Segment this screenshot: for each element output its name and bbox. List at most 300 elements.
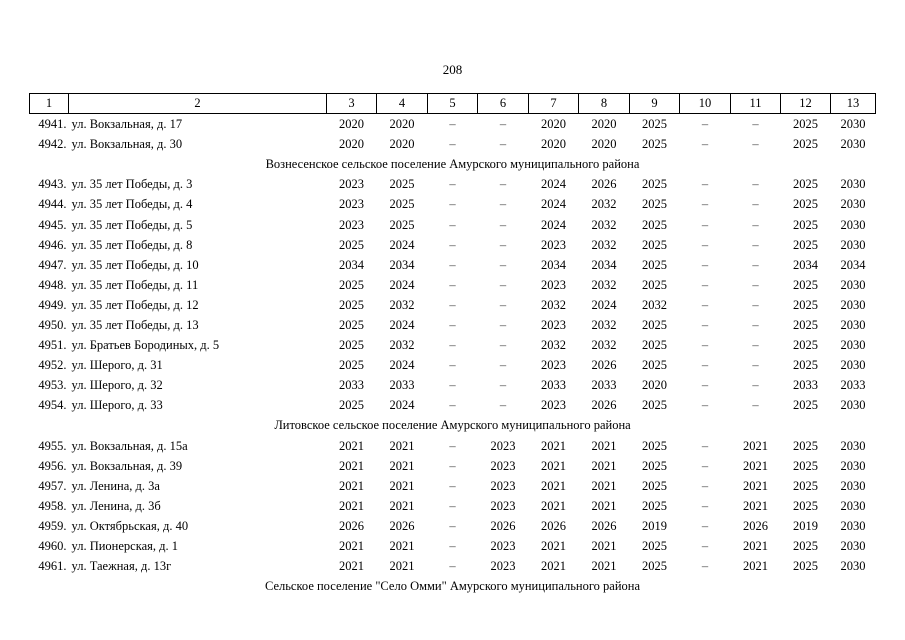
year-cell: 2020 [541, 137, 566, 152]
row-number: 4952. [38, 358, 67, 373]
address-cell: ул. Октябрьская, д. 40 [71, 518, 189, 533]
table-row [30, 174, 876, 194]
year-cell: 2024 [389, 237, 415, 252]
section-heading: Литовское сельское поселение Амурского муниципального района [274, 418, 631, 433]
year-cell: 2020 [591, 117, 617, 132]
year-cell: 2025 [793, 438, 818, 453]
year-cell: 2023 [541, 317, 566, 332]
table-row [30, 476, 876, 496]
year-cell: 2026 [743, 518, 768, 533]
year-cell: 2025 [793, 237, 818, 252]
address-cell: ул. Вокзальная, д. 17 [71, 117, 183, 132]
year-cell: – [701, 117, 709, 132]
year-cell: 2025 [389, 197, 415, 212]
header-cell: 3 [327, 94, 377, 114]
year-cell: 2021 [591, 559, 617, 574]
address-cell: ул. Шерого, д. 32 [71, 378, 163, 393]
year-cell: 2021 [591, 438, 617, 453]
year-cell: – [449, 358, 456, 373]
year-cell: 2025 [642, 478, 667, 493]
year-cell: 2024 [541, 197, 566, 212]
year-cell: 2025 [793, 338, 818, 353]
year-cell: 2023 [490, 438, 516, 453]
year-cell: 2032 [591, 277, 617, 292]
row-number: 4960. [38, 539, 67, 554]
year-cell: – [499, 257, 507, 272]
table-row [30, 456, 876, 476]
year-cell: 2025 [339, 277, 364, 292]
year-cell: 2025 [389, 217, 415, 232]
year-cell: – [701, 297, 709, 312]
header-cell: 5 [428, 94, 478, 114]
table-row [30, 375, 876, 395]
year-cell: 2026 [389, 518, 415, 533]
year-cell: – [701, 177, 709, 192]
year-cell: – [752, 358, 759, 373]
header-cell: 4 [377, 94, 428, 114]
year-cell: – [499, 398, 507, 413]
row-number: 4958. [38, 498, 67, 513]
year-cell: – [499, 317, 507, 332]
year-cell: 2021 [541, 559, 566, 574]
year-cell: 2030 [840, 237, 866, 252]
year-cell: 2026 [490, 518, 516, 533]
year-cell: 2034 [591, 257, 617, 272]
year-cell: 2023 [490, 498, 516, 513]
address-cell: ул. 35 лет Победы, д. 12 [71, 297, 199, 312]
row-number: 4951. [38, 338, 67, 353]
header-cell: 1 [30, 94, 69, 114]
year-cell: 2025 [793, 358, 818, 373]
year-cell: 2023 [490, 539, 516, 554]
table-row [30, 255, 876, 275]
year-cell: 2030 [840, 338, 866, 353]
year-cell: – [752, 117, 759, 132]
year-cell: 2030 [840, 177, 866, 192]
year-cell: 2024 [591, 297, 617, 312]
header-cell: 10 [680, 94, 731, 114]
year-cell: 2023 [541, 237, 566, 252]
year-cell: – [701, 338, 709, 353]
year-cell: – [701, 237, 709, 252]
year-cell: – [701, 458, 709, 473]
year-cell: 2021 [743, 458, 768, 473]
year-cell: 2026 [591, 518, 617, 533]
header-cell: 2 [69, 94, 327, 114]
year-cell: 2021 [541, 458, 566, 473]
table-row [30, 436, 876, 456]
table-row [30, 235, 876, 255]
year-cell: – [449, 117, 456, 132]
year-cell: – [499, 137, 507, 152]
row-number: 4954. [38, 398, 67, 413]
year-cell: 2025 [642, 498, 667, 513]
year-cell: 2030 [840, 358, 866, 373]
year-cell: – [499, 117, 507, 132]
year-cell: – [701, 277, 709, 292]
year-cell: 2025 [793, 317, 818, 332]
year-cell: 2025 [793, 277, 818, 292]
year-cell: – [701, 317, 709, 332]
year-cell: 2021 [389, 438, 415, 453]
year-cell: 2026 [591, 177, 617, 192]
year-cell: 2025 [793, 117, 818, 132]
year-cell: 2034 [840, 257, 866, 272]
header-cell: 7 [529, 94, 579, 114]
row-number: 4955. [38, 438, 67, 453]
year-cell: 2030 [840, 539, 866, 554]
year-cell: 2021 [389, 539, 415, 554]
year-cell: 2030 [840, 398, 866, 413]
year-cell: – [701, 438, 709, 453]
year-cell: 2024 [389, 317, 415, 332]
page-number: 208 [442, 62, 463, 77]
year-cell: 2026 [339, 518, 364, 533]
year-cell: 2023 [541, 358, 566, 373]
table-row [30, 556, 876, 576]
year-cell: 2032 [389, 297, 415, 312]
year-cell: – [499, 378, 507, 393]
year-cell: 2030 [840, 498, 866, 513]
year-cell: 2033 [793, 378, 818, 393]
year-cell: 2021 [339, 498, 364, 513]
year-cell: 2025 [642, 257, 667, 272]
year-cell: 2021 [743, 498, 768, 513]
year-cell: 2032 [642, 297, 667, 312]
year-cell: – [449, 498, 456, 513]
year-cell: 2024 [389, 398, 415, 413]
year-cell: – [449, 559, 456, 574]
address-cell: ул. Пионерская, д. 1 [71, 539, 178, 554]
year-cell: – [499, 197, 507, 212]
year-cell: 2025 [642, 117, 667, 132]
year-cell: – [752, 398, 759, 413]
address-cell: ул. Шерого, д. 33 [71, 398, 163, 413]
year-cell: – [499, 217, 507, 232]
year-cell: 2025 [642, 197, 667, 212]
address-cell: ул. 35 лет Победы, д. 8 [71, 237, 193, 252]
year-cell: 2025 [793, 197, 818, 212]
year-cell: – [449, 478, 456, 493]
row-number: 4956. [38, 458, 67, 473]
year-cell: 2026 [591, 398, 617, 413]
year-cell: – [701, 478, 709, 493]
year-cell: 2025 [339, 237, 364, 252]
address-cell: ул. Шерого, д. 31 [71, 358, 163, 373]
year-cell: 2025 [793, 398, 818, 413]
row-number: 4949. [38, 297, 67, 312]
header-cell: 12 [781, 94, 831, 114]
year-cell: – [701, 257, 709, 272]
header-cell: 9 [630, 94, 680, 114]
table-row [30, 134, 876, 154]
year-cell: 2021 [743, 478, 768, 493]
year-cell: 2030 [840, 559, 866, 574]
year-cell: 2023 [490, 559, 516, 574]
table-header-row [30, 94, 876, 114]
year-cell: 2025 [642, 559, 667, 574]
year-cell: 2020 [339, 137, 364, 152]
row-number: 4959. [38, 518, 67, 533]
year-cell: 2033 [339, 378, 364, 393]
section-heading-row [30, 415, 876, 435]
year-cell: 2025 [339, 317, 364, 332]
header-cell: 13 [831, 94, 876, 114]
year-cell: – [752, 197, 759, 212]
year-cell: – [701, 137, 709, 152]
year-cell: 2021 [389, 478, 415, 493]
year-cell: 2025 [793, 177, 818, 192]
year-cell: 2021 [541, 539, 566, 554]
year-cell: 2025 [642, 217, 667, 232]
year-cell: 2023 [339, 197, 364, 212]
year-cell: 2025 [642, 338, 667, 353]
year-cell: 2025 [793, 297, 818, 312]
year-cell: – [449, 458, 456, 473]
year-cell: – [449, 277, 456, 292]
data-table [29, 93, 876, 596]
year-cell: – [701, 539, 709, 554]
year-cell: 2021 [339, 539, 364, 554]
year-cell: – [499, 338, 507, 353]
year-cell: 2025 [793, 217, 818, 232]
year-cell: 2032 [591, 237, 617, 252]
year-cell: 2033 [389, 378, 415, 393]
year-cell: – [752, 378, 759, 393]
year-cell: 2024 [541, 217, 566, 232]
year-cell: 2033 [591, 378, 617, 393]
header-cell: 8 [579, 94, 630, 114]
year-cell: – [701, 398, 709, 413]
year-cell: 2025 [642, 398, 667, 413]
address-cell: ул. Таежная, д. 13г [71, 559, 172, 574]
row-number: 4946. [38, 237, 67, 252]
year-cell: 2021 [339, 458, 364, 473]
year-cell: – [752, 338, 759, 353]
year-cell: 2025 [642, 137, 667, 152]
row-number: 4945. [38, 217, 67, 232]
year-cell: – [752, 317, 759, 332]
year-cell: 2021 [339, 478, 364, 493]
year-cell: 2025 [793, 458, 818, 473]
year-cell: – [449, 237, 456, 252]
year-cell: 2021 [743, 559, 768, 574]
year-cell: – [449, 217, 456, 232]
year-cell: 2032 [591, 197, 617, 212]
year-cell: – [701, 197, 709, 212]
year-cell: 2032 [541, 297, 566, 312]
year-cell: 2019 [793, 518, 818, 533]
year-cell: 2030 [840, 518, 866, 533]
year-cell: 2025 [642, 358, 667, 373]
table-row [30, 114, 876, 135]
row-number: 4948. [38, 277, 67, 292]
row-number: 4944. [38, 197, 67, 212]
address-cell: ул. 35 лет Победы, д. 10 [71, 257, 199, 272]
year-cell: 2030 [840, 458, 866, 473]
year-cell: 2021 [389, 559, 415, 574]
section-heading: Сельское поселение "Село Омми" Амурского муниципального района [264, 579, 641, 594]
year-cell: – [449, 197, 456, 212]
address-cell: ул. Братьев Бородиных, д. 5 [71, 338, 220, 353]
year-cell: – [449, 177, 456, 192]
year-cell: 2023 [541, 398, 566, 413]
table-row [30, 214, 876, 234]
row-number: 4943. [38, 177, 67, 192]
year-cell: 2021 [541, 438, 566, 453]
table-row [30, 536, 876, 556]
year-cell: 2020 [389, 117, 415, 132]
year-cell: 2025 [389, 177, 415, 192]
section-heading: Вознесенское сельское поселение Амурского муниципального района [265, 157, 640, 172]
table-row [30, 315, 876, 335]
address-cell: ул. 35 лет Победы, д. 3 [71, 177, 193, 192]
year-cell: 2030 [840, 197, 866, 212]
year-cell: – [449, 137, 456, 152]
year-cell: 2025 [642, 317, 667, 332]
year-cell: 2025 [339, 398, 364, 413]
year-cell: 2032 [591, 217, 617, 232]
address-cell: ул. Ленина, д. 3а [71, 478, 160, 493]
year-cell: 2025 [793, 137, 818, 152]
table-row [30, 275, 876, 295]
table-row [30, 355, 876, 375]
year-cell: – [449, 398, 456, 413]
year-cell: 2020 [389, 137, 415, 152]
year-cell: – [752, 237, 759, 252]
year-cell: 2025 [793, 478, 818, 493]
year-cell: 2021 [389, 498, 415, 513]
year-cell: – [752, 297, 759, 312]
year-cell: – [499, 297, 507, 312]
year-cell: 2021 [339, 438, 364, 453]
year-cell: 2034 [389, 257, 415, 272]
year-cell: 2025 [642, 438, 667, 453]
year-cell: 2034 [793, 257, 818, 272]
year-cell: 2030 [840, 297, 866, 312]
address-cell: ул. Вокзальная, д. 30 [71, 137, 183, 152]
year-cell: 2030 [840, 438, 866, 453]
year-cell: 2025 [339, 338, 364, 353]
year-cell: 2020 [339, 117, 364, 132]
year-cell: – [752, 217, 759, 232]
year-cell: – [449, 438, 456, 453]
table-row [30, 295, 876, 315]
year-cell: – [701, 217, 709, 232]
year-cell: 2033 [541, 378, 566, 393]
address-cell: ул. Вокзальная, д. 15а [71, 438, 188, 453]
year-cell: 2030 [840, 117, 866, 132]
year-cell: 2025 [339, 358, 364, 373]
year-cell: – [701, 358, 709, 373]
year-cell: 2032 [389, 338, 415, 353]
year-cell: – [449, 518, 456, 533]
year-cell: 2023 [490, 478, 516, 493]
year-cell: – [499, 277, 507, 292]
year-cell: 2021 [591, 478, 617, 493]
year-cell: 2024 [389, 277, 415, 292]
year-cell: 2020 [642, 378, 667, 393]
year-cell: 2021 [541, 498, 566, 513]
row-number: 4961. [38, 559, 67, 574]
year-cell: – [701, 498, 709, 513]
year-cell: – [499, 358, 507, 373]
year-cell: – [449, 378, 456, 393]
row-number: 4942. [38, 137, 67, 152]
year-cell: 2021 [743, 438, 768, 453]
header-cell: 11 [731, 94, 781, 114]
year-cell: – [752, 137, 759, 152]
row-number: 4947. [38, 257, 67, 272]
row-number: 4941. [38, 117, 67, 132]
year-cell: 2030 [840, 478, 866, 493]
year-cell: – [701, 518, 709, 533]
section-heading-row [30, 576, 876, 596]
row-number: 4953. [38, 378, 67, 393]
year-cell: 2025 [793, 559, 818, 574]
year-cell: 2021 [541, 478, 566, 493]
year-cell: – [499, 177, 507, 192]
year-cell: 2030 [840, 317, 866, 332]
row-number: 4950. [38, 317, 67, 332]
year-cell: – [449, 297, 456, 312]
year-cell: – [752, 177, 759, 192]
year-cell: – [701, 559, 709, 574]
year-cell: 2025 [793, 498, 818, 513]
year-cell: 2021 [591, 539, 617, 554]
year-cell: 2025 [642, 277, 667, 292]
year-cell: 2021 [743, 539, 768, 554]
address-cell: ул. Вокзальная, д. 39 [71, 458, 183, 473]
year-cell: 2030 [840, 217, 866, 232]
year-cell: 2032 [591, 317, 617, 332]
year-cell: 2024 [541, 177, 566, 192]
address-cell: ул. Ленина, д. 3б [71, 498, 161, 513]
year-cell: 2032 [541, 338, 566, 353]
year-cell: 2021 [591, 458, 617, 473]
table-row [30, 516, 876, 536]
year-cell: 2030 [840, 137, 866, 152]
year-cell: 2025 [642, 458, 667, 473]
year-cell: 2023 [339, 217, 364, 232]
year-cell: 2025 [339, 297, 364, 312]
row-number: 4957. [38, 478, 67, 493]
year-cell: 2026 [591, 358, 617, 373]
year-cell: 2034 [541, 257, 566, 272]
year-cell: 2025 [793, 539, 818, 554]
year-cell: 2025 [642, 539, 667, 554]
table-row [30, 395, 876, 415]
year-cell: – [449, 338, 456, 353]
year-cell: 2026 [541, 518, 566, 533]
table-row [30, 335, 876, 355]
year-cell: – [752, 277, 759, 292]
year-cell: 2021 [591, 498, 617, 513]
year-cell: 2019 [642, 518, 667, 533]
year-cell: – [701, 378, 709, 393]
year-cell: 2023 [339, 177, 364, 192]
year-cell: 2030 [840, 277, 866, 292]
year-cell: – [499, 237, 507, 252]
year-cell: 2021 [389, 458, 415, 473]
address-cell: ул. 35 лет Победы, д. 13 [71, 317, 199, 332]
address-cell: ул. 35 лет Победы, д. 4 [71, 197, 193, 212]
year-cell: – [752, 257, 759, 272]
year-cell: 2033 [840, 378, 866, 393]
table-row [30, 496, 876, 516]
year-cell: 2021 [339, 559, 364, 574]
year-cell: 2023 [541, 277, 566, 292]
